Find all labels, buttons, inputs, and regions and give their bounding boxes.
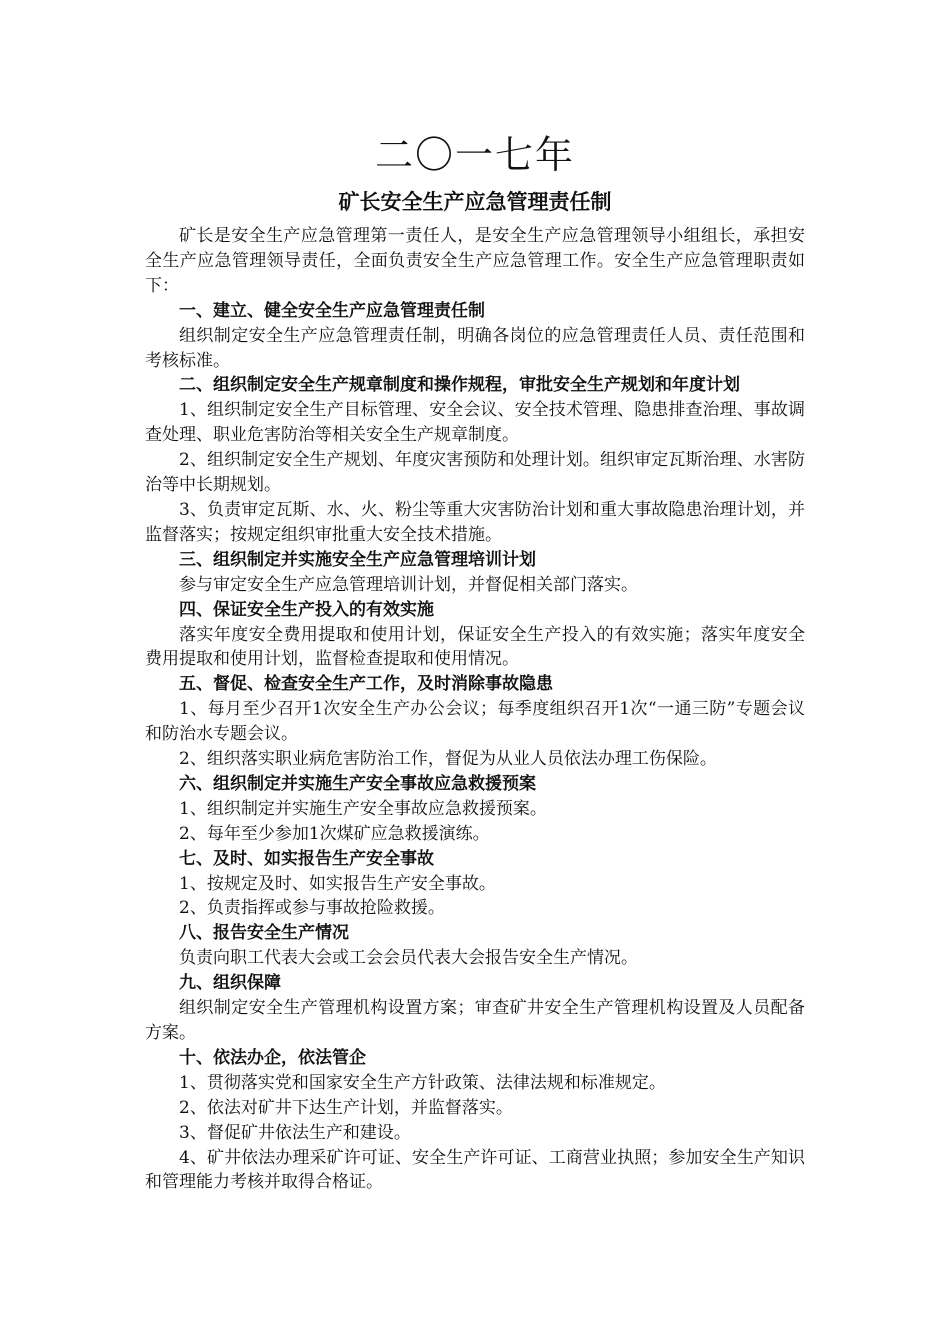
section-heading: 六、组织制定并实施生产安全事故应急救援预案 (179, 773, 536, 794)
body-paragraph: 2、组织制定安全生产规划、年度灾害预防和处理计划。组织审定瓦斯治理、水害防治等中长期规划。 (145, 450, 805, 496)
body-paragraph: 负责向职工代表大会或工会会员代表大会报告安全生产情况。 (179, 948, 638, 969)
section-heading: 十、依法办企，依法管企 (179, 1047, 366, 1068)
body-paragraph: 2、每年至少参加1次煤矿应急救援演练。 (179, 823, 490, 844)
body-paragraph: 落实年度安全费用提取和使用计划，保证安全生产投入的有效实施；落实年度安全费用提取和使用计划，监督检查提取和使用情况。 (145, 624, 805, 670)
document-body (145, 224, 805, 1195)
section-heading: 三、组织制定并实施安全生产应急管理培训计划 (179, 549, 536, 570)
body-paragraph: 参与审定安全生产应急管理培训计划，并督促相关部门落实。 (179, 574, 638, 595)
body-paragraph: 3、负责审定瓦斯、水、火、粉尘等重大灾害防治计划和重大事故隐患治理计划，并监督落实；按规定组织审批重大安全技术措施。 (145, 499, 805, 545)
body-paragraph: 1、组织制定并实施生产安全事故应急救援预案。 (179, 798, 547, 819)
document-title: 矿长安全生产应急管理责任制 (338, 190, 612, 214)
section-heading: 七、及时、如实报告生产安全事故 (179, 848, 434, 869)
body-paragraph: 3、督促矿井依法生产和建设。 (179, 1122, 411, 1143)
body-paragraph: 4、矿井依法办理采矿许可证、安全生产许可证、工商营业执照；参加安全生产知识和管理能力考核并取得合格证。 (145, 1147, 805, 1193)
section-heading: 九、组织保障 (179, 973, 281, 994)
body-paragraph: 1、按规定及时、如实报告生产安全事故。 (179, 873, 496, 894)
section-heading: 四、保证安全生产投入的有效实施 (179, 599, 434, 620)
section-heading: 八、报告安全生产情况 (179, 923, 349, 944)
section-heading: 一、建立、健全安全生产应急管理责任制 (179, 300, 485, 321)
section-heading: 五、督促、检查安全生产工作，及时消除事故隐患 (179, 674, 553, 695)
section-heading: 二、组织制定安全生产规章制度和操作规程，审批安全生产规划和年度计划 (179, 375, 740, 396)
body-paragraph: 2、组织落实职业病危害防治工作，督促为从业人员依法办理工伤保险。 (179, 749, 717, 770)
body-paragraph: 矿长是安全生产应急管理第一责任人，是安全生产应急管理领导小组组长，承担安全生产应急管理领导责任，全面负责安全生产应急管理工作。安全生产应急管理职责如下： (145, 226, 805, 296)
body-paragraph: 1、每月至少召开1次安全生产办公会议；每季度组织召开1次“一通三防”专题会议和防治水专题会议。 (145, 699, 805, 745)
body-paragraph: 2、负责指挥或参与事故抢险救援。 (179, 898, 445, 919)
body-paragraph: 1、组织制定安全生产目标管理、安全会议、安全技术管理、隐患排查治理、事故调查处理、职业危害防治等相关安全生产规章制度。 (145, 400, 805, 446)
document-year: 二〇一七年 (374, 133, 575, 177)
body-paragraph: 组织制定安全生产管理机构设置方案；审查矿井安全生产管理机构设置及人员配备方案。 (145, 998, 805, 1043)
body-paragraph: 组织制定安全生产应急管理责任制，明确各岗位的应急管理责任人员、责任范围和考核标准。 (145, 325, 805, 371)
body-paragraph: 2、依法对矿井下达生产计划，并监督落实。 (179, 1097, 513, 1118)
body-paragraph: 1、贯彻落实党和国家安全生产方针政策、法律法规和标准规定。 (179, 1072, 666, 1093)
